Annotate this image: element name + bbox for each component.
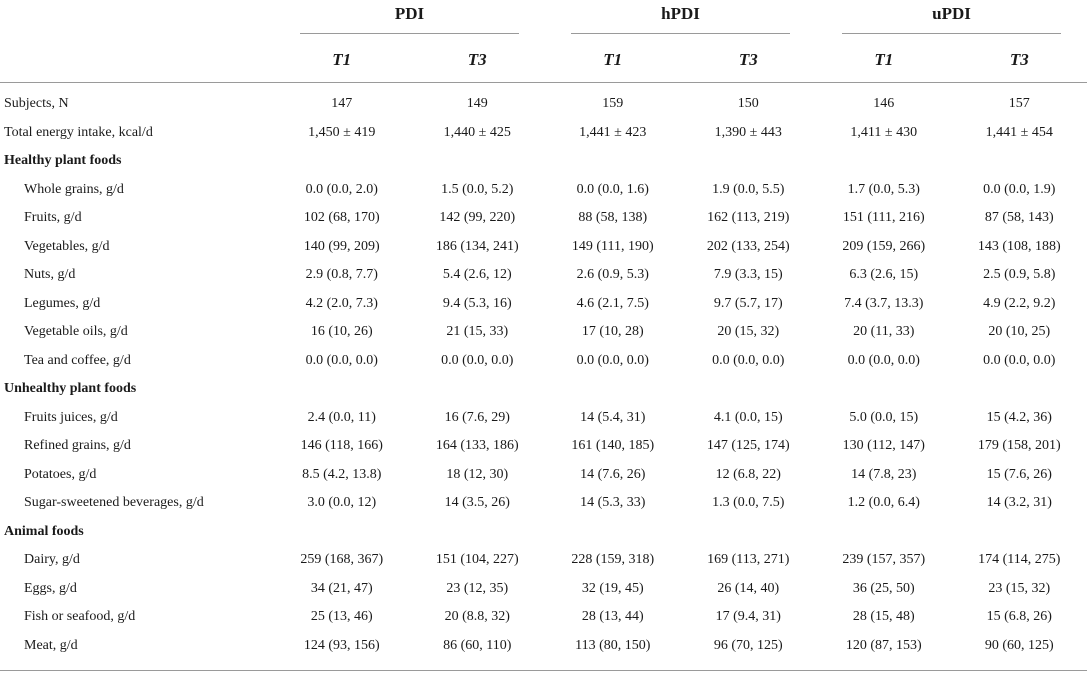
section-label: Unhealthy plant foods (4, 381, 137, 397)
table-row (0, 603, 1087, 632)
table-row (0, 233, 1087, 262)
row-label: Vegetable oils, g/d (24, 324, 128, 340)
value-cell: 149 (466, 96, 488, 112)
row-label: Fish or seafood, g/d (24, 609, 136, 625)
value-cell: 86 (60, 110) (443, 637, 512, 653)
value-cell: 174 (114, 275) (978, 552, 1061, 568)
corner-cell (0, 0, 274, 38)
section-label: Animal foods (4, 523, 84, 539)
section-filler (274, 518, 1087, 547)
section-filler (274, 375, 1087, 404)
value-cell: 186 (134, 241) (435, 238, 519, 254)
value-cell: 14 (5.4, 31) (580, 409, 646, 425)
group-header-pdi: PDI (274, 0, 545, 38)
value-cell: 147 (331, 96, 353, 112)
table-row (0, 290, 1087, 319)
group-header-hpdi: hPDI (545, 0, 816, 38)
value-cell: 157 (1008, 96, 1030, 112)
value-cell: 88 (58, 138) (578, 210, 648, 226)
value-cell: 209 (159, 266) (842, 238, 926, 254)
value-cell: 15 (6.8, 26) (986, 609, 1052, 625)
table-row (0, 489, 1087, 518)
value-cell: 17 (10, 28) (581, 324, 644, 340)
value-cell: 36 (25, 50) (852, 580, 915, 596)
table-row (0, 176, 1087, 205)
value-cell: 15 (4.2, 36) (986, 409, 1052, 425)
value-cell: 1.9 (0.0, 5.5) (712, 181, 785, 197)
value-cell: 34 (21, 47) (310, 580, 373, 596)
value-cell: 5.0 (0.0, 15) (849, 409, 919, 425)
value-cell: 259 (168, 367) (300, 552, 384, 568)
table-row (0, 432, 1087, 461)
row-label: Total energy intake, kcal/d (4, 124, 153, 140)
row-label: Dairy, g/d (24, 552, 80, 568)
table-row (0, 119, 1087, 148)
value-cell: 228 (159, 318) (571, 552, 655, 568)
value-cell: 18 (12, 30) (446, 466, 509, 482)
table-row (0, 318, 1087, 347)
value-cell: 1,450 ± 419 (308, 124, 376, 140)
value-cell: 17 (9.4, 31) (715, 609, 781, 625)
value-cell: 1,390 ± 443 (714, 124, 782, 140)
value-cell: 150 (737, 96, 759, 112)
value-cell: 20 (15, 32) (717, 324, 780, 340)
row-label: Potatoes, g/d (24, 466, 97, 482)
value-cell: 1,440 ± 425 (443, 124, 511, 140)
section-label: Healthy plant foods (4, 153, 122, 169)
group-header-row (0, 0, 1087, 38)
row-label: Vegetables, g/d (24, 238, 110, 254)
value-cell: 202 (133, 254) (706, 238, 790, 254)
value-cell: 1.2 (0.0, 6.4) (847, 495, 920, 511)
value-cell: 2.6 (0.9, 5.3) (576, 267, 649, 283)
value-cell: 102 (68, 170) (303, 210, 380, 226)
tertile-header: T3 (952, 38, 1088, 83)
value-cell: 4.2 (2.0, 7.3) (305, 295, 378, 311)
value-cell: 143 (108, 188) (977, 238, 1061, 254)
row-label: Whole grains, g/d (24, 181, 124, 197)
table-row (0, 347, 1087, 376)
value-cell: 162 (113, 219) (707, 210, 790, 226)
value-cell: 0.0 (0.0, 1.6) (576, 181, 649, 197)
value-cell: 2.4 (0.0, 11) (307, 409, 376, 425)
value-cell: 161 (140, 185) (571, 438, 655, 454)
value-cell: 6.3 (2.6, 15) (849, 267, 919, 283)
tertile-header-row (0, 38, 1087, 83)
value-cell: 140 (99, 209) (303, 238, 380, 254)
value-cell: 87 (58, 143) (984, 210, 1054, 226)
section-row (0, 375, 1087, 404)
row-label: Tea and coffee, g/d (24, 352, 131, 368)
row-label: Sugar-sweetened beverages, g/d (24, 495, 204, 511)
value-cell: 2.9 (0.8, 7.7) (305, 267, 378, 283)
value-cell: 0.0 (0.0, 2.0) (305, 181, 378, 197)
value-cell: 4.9 (2.2, 9.2) (983, 295, 1056, 311)
value-cell: 151 (104, 227) (435, 552, 519, 568)
table-row (0, 90, 1087, 119)
row-label: Nuts, g/d (24, 267, 76, 283)
value-cell: 179 (158, 201) (977, 438, 1061, 454)
value-cell: 159 (602, 96, 624, 112)
value-cell: 9.7 (5.7, 17) (713, 295, 783, 311)
value-cell: 2.5 (0.9, 5.8) (983, 267, 1056, 283)
value-cell: 1,411 ± 430 (850, 124, 918, 140)
value-cell: 14 (3.5, 26) (444, 495, 510, 511)
value-cell: 3.0 (0.0, 12) (307, 495, 377, 511)
tertile-header: T1 (816, 38, 952, 83)
value-cell: 146 (118, 166) (300, 438, 383, 454)
value-cell: 0.0 (0.0, 0.0) (983, 352, 1056, 368)
corner-cell-sub (0, 38, 274, 83)
tertile-header: T3 (410, 38, 546, 83)
value-cell: 147 (125, 174) (706, 438, 790, 454)
value-cell: 21 (15, 33) (446, 324, 509, 340)
value-cell: 0.0 (0.0, 0.0) (576, 352, 649, 368)
value-cell: 32 (19, 45) (581, 580, 644, 596)
value-cell: 14 (3.2, 31) (986, 495, 1052, 511)
value-cell: 0.0 (0.0, 0.0) (441, 352, 514, 368)
row-label: Fruits juices, g/d (24, 409, 118, 425)
value-cell: 20 (8.8, 32) (444, 609, 510, 625)
value-cell: 25 (13, 46) (310, 609, 373, 625)
value-cell: 4.6 (2.1, 7.5) (576, 295, 649, 311)
value-cell: 15 (7.6, 26) (986, 466, 1052, 482)
value-cell: 9.4 (5.3, 16) (442, 295, 512, 311)
value-cell: 28 (13, 44) (581, 609, 644, 625)
value-cell: 14 (7.6, 26) (580, 466, 646, 482)
value-cell: 7.4 (3.7, 13.3) (844, 295, 924, 311)
row-label: Subjects, N (4, 96, 69, 112)
value-cell: 124 (93, 156) (303, 637, 380, 653)
table-row (0, 575, 1087, 604)
section-filler (274, 147, 1087, 176)
section-row (0, 518, 1087, 547)
value-cell: 26 (14, 40) (717, 580, 780, 596)
row-label: Fruits, g/d (24, 210, 82, 226)
value-cell: 8.5 (4.2, 13.8) (302, 466, 382, 482)
row-label: Eggs, g/d (24, 580, 77, 596)
table-row (0, 461, 1087, 490)
value-cell: 23 (15, 32) (988, 580, 1051, 596)
value-cell: 142 (99, 220) (439, 210, 516, 226)
value-cell: 164 (133, 186) (435, 438, 519, 454)
value-cell: 12 (6.8, 22) (715, 466, 781, 482)
value-cell: 146 (873, 96, 895, 112)
tertile-header: T1 (274, 38, 410, 83)
table-body (0, 90, 1087, 660)
value-cell: 23 (12, 35) (446, 580, 509, 596)
table-bottom-rule (0, 660, 1087, 671)
value-cell: 0.0 (0.0, 0.0) (305, 352, 378, 368)
table-row (0, 546, 1087, 575)
value-cell: 20 (10, 25) (988, 324, 1051, 340)
value-cell: 90 (60, 125) (984, 637, 1054, 653)
value-cell: 1.3 (0.0, 7.5) (712, 495, 785, 511)
tertile-header: T3 (681, 38, 817, 83)
value-cell: 28 (15, 48) (852, 609, 915, 625)
value-cell: 5.4 (2.6, 12) (442, 267, 512, 283)
value-cell: 16 (10, 26) (310, 324, 373, 340)
value-cell: 4.1 (0.0, 15) (713, 409, 783, 425)
value-cell: 113 (80, 150) (575, 637, 651, 653)
value-cell: 16 (7.6, 29) (444, 409, 510, 425)
table-row (0, 632, 1087, 661)
value-cell: 239 (157, 357) (842, 552, 926, 568)
section-row (0, 147, 1087, 176)
value-cell: 151 (111, 216) (842, 210, 925, 226)
row-label: Legumes, g/d (24, 295, 101, 311)
spacer-row (0, 83, 1087, 91)
value-cell: 14 (5.3, 33) (580, 495, 646, 511)
value-cell: 149 (111, 190) (571, 238, 654, 254)
value-cell: 7.9 (3.3, 15) (713, 267, 783, 283)
value-cell: 130 (112, 147) (842, 438, 925, 454)
value-cell: 0.0 (0.0, 1.9) (983, 181, 1056, 197)
tertile-header: T1 (545, 38, 681, 83)
table-row (0, 204, 1087, 233)
value-cell: 0.0 (0.0, 0.0) (847, 352, 920, 368)
table-row (0, 404, 1087, 433)
value-cell: 20 (11, 33) (853, 324, 915, 340)
table-row (0, 261, 1087, 290)
value-cell: 1.7 (0.0, 5.3) (847, 181, 920, 197)
row-label: Meat, g/d (24, 637, 78, 653)
value-cell: 0.0 (0.0, 0.0) (712, 352, 785, 368)
value-cell: 14 (7.8, 23) (851, 466, 917, 482)
value-cell: 96 (70, 125) (713, 637, 783, 653)
value-cell: 1,441 ± 423 (579, 124, 647, 140)
value-cell: 169 (113, 271) (707, 552, 790, 568)
value-cell: 1.5 (0.0, 5.2) (441, 181, 514, 197)
value-cell: 1,441 ± 454 (985, 124, 1053, 140)
group-header-updi: uPDI (816, 0, 1087, 38)
row-label: Refined grains, g/d (24, 438, 131, 454)
value-cell: 120 (87, 153) (845, 637, 922, 653)
